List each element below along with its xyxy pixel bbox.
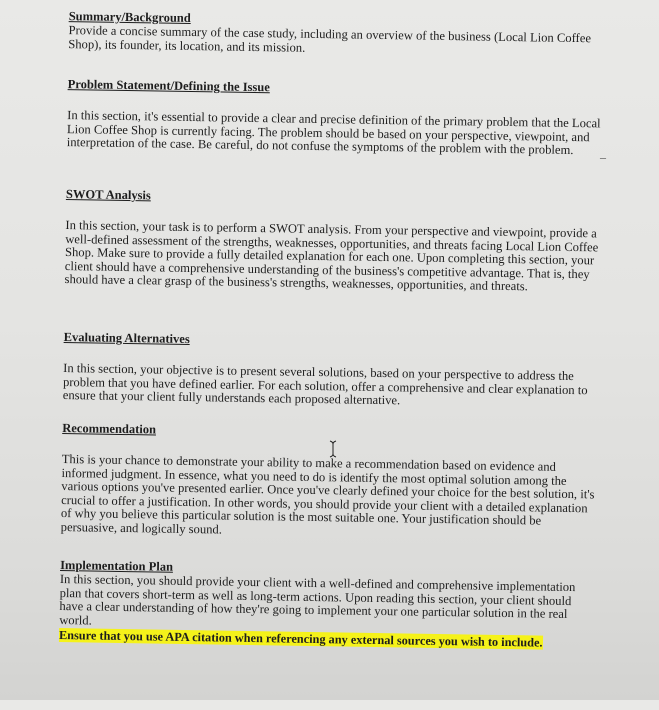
recommendation-heading: Recommendation: [62, 421, 157, 437]
alternatives-text: In this section, your objective is to present several solutions, based on your perspective to address the problem that you have defined earlier. For each solution, offer a comprehensive and clear explanation to ensure that your client fully understands each proposed alternative.: [62, 361, 588, 408]
summary-heading: Summary/Background: [68, 9, 191, 25]
problem-heading: Problem Statement/Defining the Issue: [67, 77, 270, 95]
problem-text: In this section, it's essential to provide a clear and precise definition of the primary problem that the Local Lion Coffee Shop is currently facing. The problem should be based on your perspective, viewpoint, and interpretation of the case. Be careful, do not confuse the symptoms of the problem with the problem.: [66, 108, 601, 158]
summary-section: [68, 9, 604, 60]
swot-heading: SWOT Analysis: [65, 187, 151, 203]
summary-text: Provide a concise summary of the case study, including an overview of the business (Local Lion Coffee Shop), its founder, its location, and its mission.: [68, 23, 592, 55]
implementation-section: [59, 558, 595, 651]
alternatives-section: [63, 330, 599, 411]
implementation-text: In this section, you should provide your client with a well-defined and comprehensive implementation plan that covers short-term as well as long-term actions. Upon reading this section, your client should have a clear understanding of how they're going to implement your one particular solution in the real world.: [59, 572, 576, 628]
swot-text: In this section, your task is to perform a SWOT analysis. From your perspective and viewpoint, provide a well-defined assessment of the strengths, weaknesses, opportunities, and threats facing Local Lion Coffee Shop. Make sure to provide a fully detailed explanation for each one. Upon completing this section, your client should have a comprehensive understanding of the business's competitive advantage. That is, they should have a clear grasp of the business's strengths, weaknesses, opportunities, and threats.: [64, 218, 599, 294]
implementation-heading: Implementation Plan: [60, 558, 174, 574]
text-cursor-icon: [327, 440, 339, 458]
margin-mark: –: [600, 150, 606, 164]
apa-citation-highlight: Ensure that you use APA citation when referencing any external sources you wish to include.: [58, 628, 543, 650]
swot-section: [64, 187, 601, 295]
alternatives-heading: Evaluating Alternatives: [63, 330, 190, 347]
recommendation-text: This is your chance to demonstrate your ability to make a recommendation based on evidence and informed judgment. In essence, what you need to do is identify the most optimal solution among the various options you've presented earlier. Once you've clearly defined your choice for the best solution, it's crucial to offer a justification. In other words, you should provide your client with a detailed explanation of why you believe this particular solution is the most suitable one. Your justification should be persuasive, and logically sound.: [60, 452, 595, 537]
problem-section: [67, 77, 603, 158]
